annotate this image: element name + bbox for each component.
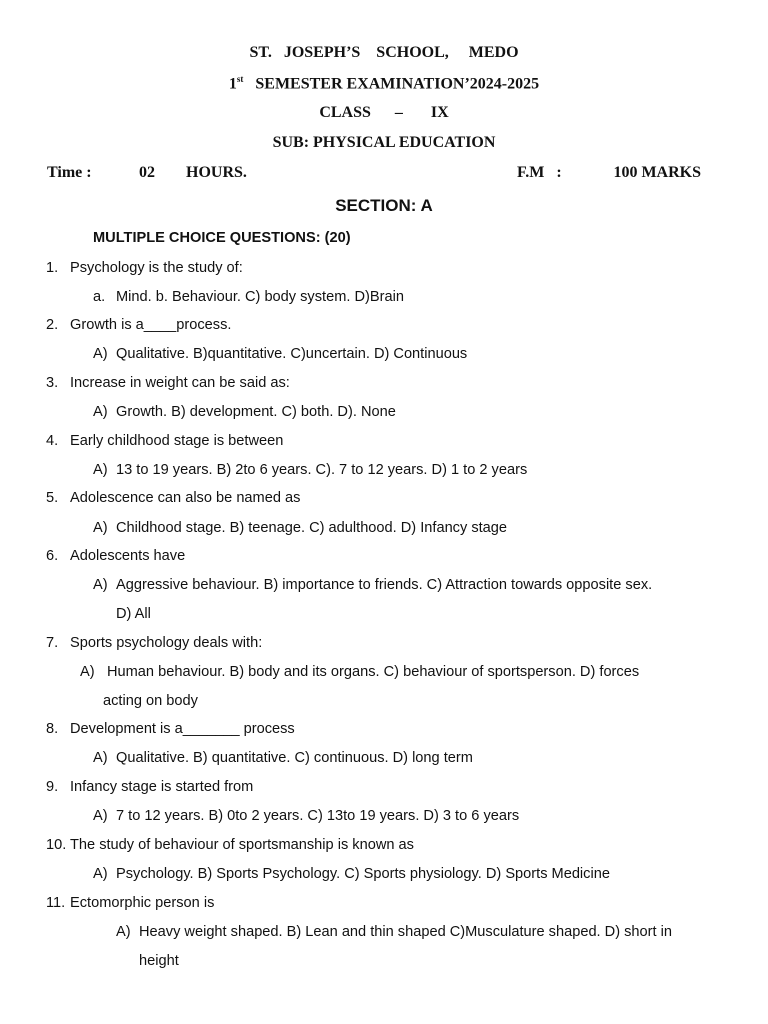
question-number: 7.	[46, 635, 59, 651]
question-text: Adolescents have	[70, 548, 186, 564]
exam-ordinal-suffix: st	[236, 74, 244, 84]
full-marks-label: F.M :	[517, 164, 562, 181]
question-6-options-continued: D) All	[116, 606, 151, 622]
question-number: 5.	[46, 490, 59, 506]
question-number: 6.	[46, 548, 59, 564]
question-text: Ectomorphic person is	[70, 895, 215, 911]
option-marker: A)	[116, 924, 131, 940]
option-text: 7 to 12 years. B) 0to 2 years. C) 13to 19 years. D) 3 to 6 years	[116, 808, 520, 824]
option-marker: A)	[93, 750, 108, 766]
option-text: Heavy weight shaped. B) Lean and thin shaped C)Musculature shaped. D) short in	[139, 924, 672, 940]
option-marker: A)	[93, 577, 108, 593]
option-marker: A)	[93, 866, 108, 882]
time-marks-row	[47, 164, 701, 184]
question-text: Development is a_______ process	[70, 721, 295, 737]
option-marker: A)	[93, 808, 108, 824]
option-text: Childhood stage. B) teenage. C) adulthood. D) Infancy stage	[116, 520, 508, 536]
question-number: 4.	[46, 433, 59, 449]
section-title: SECTION: A	[335, 196, 433, 215]
question-text: Early childhood stage is between	[70, 433, 284, 449]
exam-title	[0, 74, 768, 93]
option-marker: A)	[93, 462, 108, 478]
question-number: 3.	[46, 375, 59, 391]
option-marker: A)	[93, 346, 108, 362]
class-line: CLASS – IX	[319, 104, 449, 121]
full-marks-value: 100 MARKS	[613, 164, 701, 181]
time-value: 02	[139, 164, 155, 181]
option-marker: A)	[93, 520, 108, 536]
exam-title-text: SEMESTER EXAMINATION’2024-2025	[243, 75, 540, 93]
option-marker: A)	[93, 404, 108, 420]
question-text: Adolescence can also be named as	[70, 490, 301, 506]
question-text: Increase in weight can be said as:	[70, 375, 290, 391]
question-number: 8.	[46, 721, 59, 737]
option-text: 13 to 19 years. B) 2to 6 years. C). 7 to 12 years. D) 1 to 2 years	[116, 462, 528, 478]
option-text: Aggressive behaviour. B) importance to friends. C) Attraction towards opposite sex.	[116, 577, 653, 593]
question-text: Sports psychology deals with:	[70, 635, 263, 651]
school-name: ST. JOSEPH’S SCHOOL, MEDO	[249, 44, 519, 61]
question-text: Psychology is the study of:	[70, 260, 243, 276]
question-text: The study of behaviour of sportsmanship is known as	[70, 837, 414, 853]
option-text: Growth. B) development. C) both. D). None	[116, 404, 396, 420]
option-marker: A)	[80, 664, 95, 680]
time-label: Time :	[47, 164, 92, 181]
question-number: 10.	[46, 837, 67, 853]
question-number: 9.	[46, 779, 59, 795]
question-number: 11.	[46, 895, 66, 911]
subject-line: SUB: PHYSICAL EDUCATION	[272, 134, 496, 151]
option-marker: a.	[93, 289, 106, 305]
exam-ordinal: 1	[228, 75, 237, 93]
option-text: Psychology. B) Sports Psychology. C) Sports physiology. D) Sports Medicine	[116, 866, 610, 882]
option-text: Mind. b. Behaviour. C) body system. D)Brain	[116, 289, 404, 305]
mcq-heading: MULTIPLE CHOICE QUESTIONS: (20)	[93, 230, 351, 246]
option-text: Human behaviour. B) body and its organs. C) behaviour of sportsperson. D) forces	[107, 664, 640, 680]
question-11-options-continued: height	[139, 953, 179, 969]
question-text: Growth is a____process.	[70, 317, 232, 333]
question-text: Infancy stage is started from	[70, 779, 254, 795]
question-number: 1.	[46, 260, 59, 276]
question-number: 2.	[46, 317, 59, 333]
time-unit: HOURS.	[186, 164, 247, 181]
question-7-options-continued: acting on body	[103, 693, 198, 709]
option-text: Qualitative. B) quantitative. C) continuous. D) long term	[116, 750, 473, 766]
option-text: Qualitative. B)quantitative. C)uncertain. D) Continuous	[116, 346, 468, 362]
